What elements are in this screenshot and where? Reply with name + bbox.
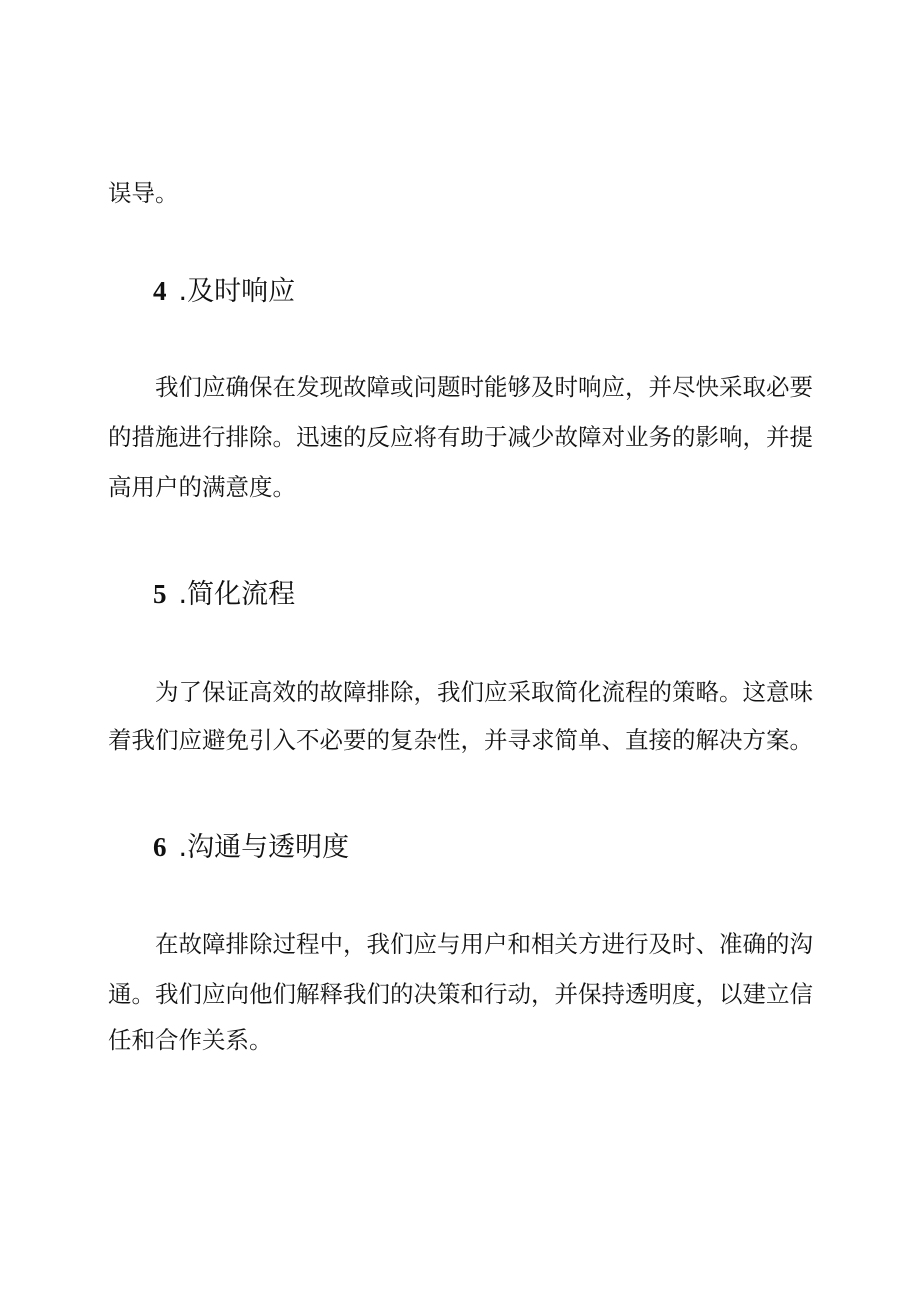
section-heading-6 (153, 830, 349, 865)
section-title: .沟通与透明度 (178, 832, 350, 863)
paragraph-line: 在故障排除过程中，我们应与用户和相关方进行及时、准确的沟 (155, 930, 813, 958)
section-title: .及时响应 (178, 276, 296, 307)
paragraph-line: 高用户的满意度。 (108, 473, 296, 501)
continuation-text-line: 误导。 (108, 179, 179, 207)
section-number: 6 (153, 832, 167, 862)
paragraph-line: 的措施进行排除。迅速的反应将有助于减少故障对业务的影响，并提 (108, 423, 813, 451)
paragraph-line: 为了保证高效的故障排除，我们应采取简化流程的策略。这意味 (155, 678, 813, 706)
paragraph-line: 通。我们应向他们解释我们的决策和行动，并保持透明度，以建立信 (108, 980, 813, 1008)
paragraph-line: 着我们应避免引入不必要的复杂性，并寻求简单、直接的解决方案。 (108, 726, 813, 754)
section-heading-5 (153, 577, 295, 612)
section-number: 4 (153, 276, 167, 306)
paragraph-line: 我们应确保在发现故障或问题时能够及时响应，并尽快采取必要 (155, 373, 813, 401)
paragraph-line: 任和合作关系。 (108, 1026, 273, 1054)
section-title: .简化流程 (178, 579, 296, 610)
section-number: 5 (153, 579, 167, 609)
section-heading-4 (153, 274, 295, 309)
